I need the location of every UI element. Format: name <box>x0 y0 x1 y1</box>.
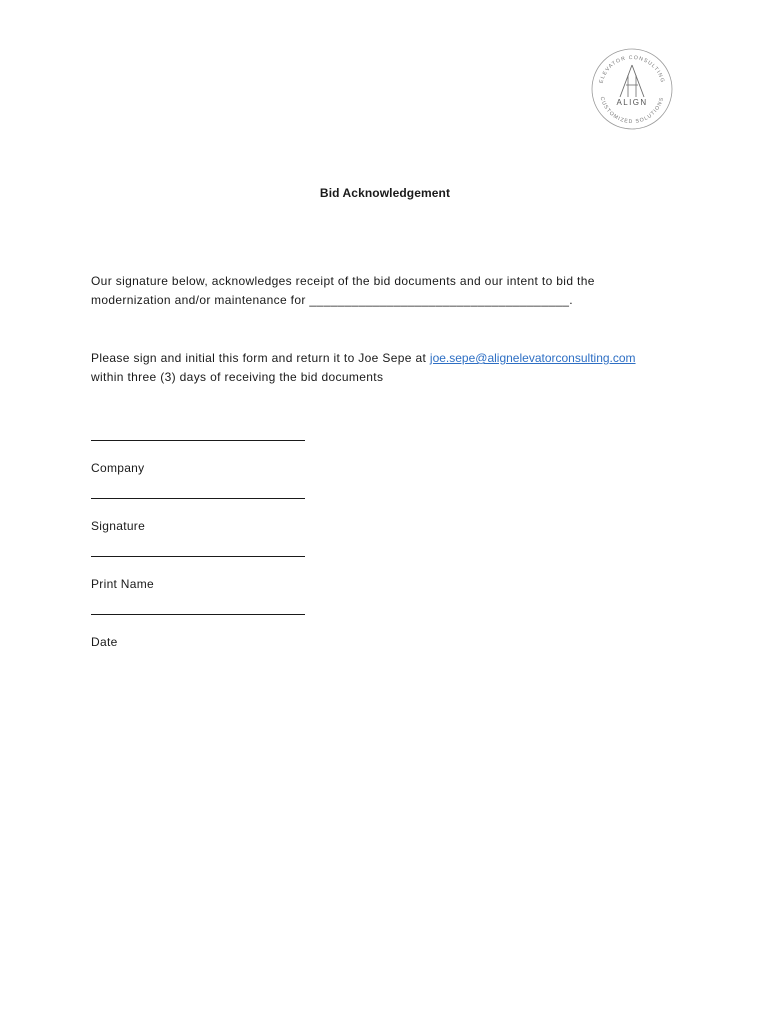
acknowledgement-paragraph <box>91 272 595 310</box>
date-line[interactable] <box>91 614 305 615</box>
company-label: Company <box>91 461 145 475</box>
paragraph-line: modernization and/or maintenance for _____________________________________. <box>91 293 573 307</box>
paragraph-line: Our signature below, acknowledges receipt of the bid documents and our intent to bid the <box>91 274 595 288</box>
instructions-paragraph <box>91 349 636 387</box>
signature-label: Signature <box>91 519 146 533</box>
company-signature-line[interactable] <box>91 440 305 441</box>
instructions-text: Please sign and initial this form and return it to Joe Sepe at <box>91 351 430 365</box>
paragraph-line: within three (3) days of receiving the bid documents <box>91 370 384 384</box>
logo-wordmark: ALIGN <box>616 98 648 107</box>
align-logo-icon <box>590 47 674 131</box>
email-link[interactable]: joe.sepe@alignelevatorconsulting.com <box>429 351 636 365</box>
logo-ring-bottom-text: CUSTOMIZED SOLUTIONS <box>598 96 666 126</box>
signature-field <box>91 498 305 533</box>
company-field <box>91 440 305 475</box>
signature-line[interactable] <box>91 498 305 499</box>
print-name-line[interactable] <box>91 556 305 557</box>
align-logo <box>590 47 674 131</box>
date-field <box>91 614 305 649</box>
logo-ring-top-text: ELEVATOR CONSULTING <box>598 54 666 84</box>
date-label: Date <box>91 635 118 649</box>
document-title: Bid Acknowledgement <box>319 186 451 200</box>
print-name-field <box>91 556 305 591</box>
paragraph-line <box>91 349 636 368</box>
print-name-label: Print Name <box>91 577 155 591</box>
